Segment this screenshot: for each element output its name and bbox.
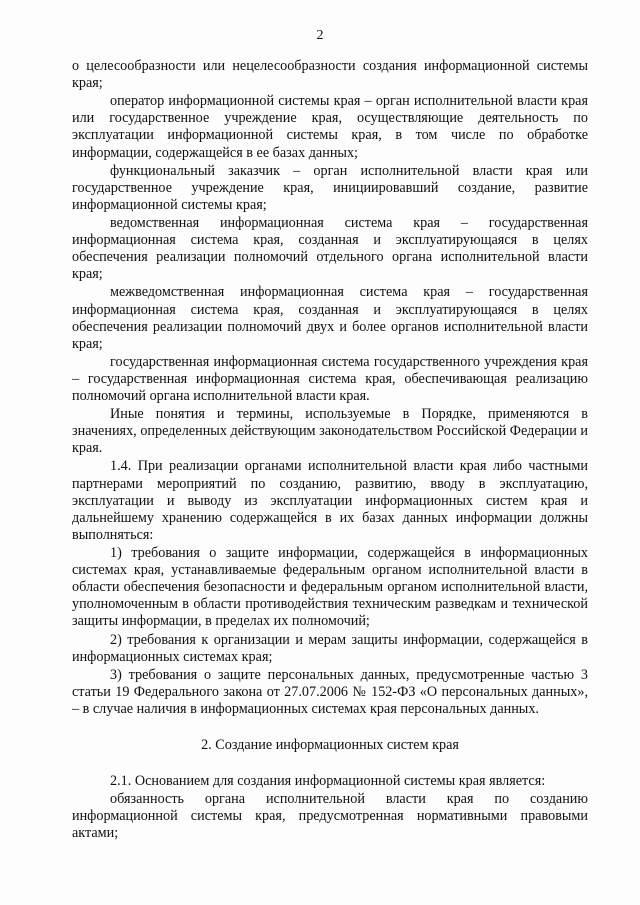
paragraph-definition-departmental-system: ведомственная информационная система края – государственная информационная система края, созданная и эксплуатирующаяся в целях обеспечения реализации полномочий отдельного органа исполнительной власти края; [72,214,588,283]
paragraph-other-terms: Иные понятия и термины, используемые в Порядке, применяются в значениях, определенных действующим законодательством Российской Федерации и края. [72,406,588,457]
page-number: 2 [316,28,324,43]
paragraph-basis-obligation: обязанность органа исполнительной власти края по созданию информационной системы края, предусмотренная нормативными правовыми актами; [72,791,588,842]
paragraph-requirement-3: 3) требования о защите персональных данных, предусмотренные частью 3 статьи 19 Федерального закона от 27.07.2006 № 152-ФЗ «О персональных данных», – в случае наличия в информационных системах края персональных данных. [72,666,588,717]
section-heading: 2. Создание информационных систем края [201,737,459,754]
paragraph-requirement-1: 1) требования о защите информации, содержащейся в информационных системах края, устанавливаемые федеральным органом исполнительной власти в области обеспечения безопасности и федеральным органом исполнительной власти, уполномоченным в области противодействия техническим разведкам и технической защиты информации, в пределах их полномочий; [72,545,588,630]
paragraph-clause-1-4: 1.4. При реализации органами исполнительной власти края либо частными партнерами мероприятий по созданию, развитию, вводу в эксплуатацию, эксплуатации и выводу из эксплуатации информационных систем края и дальнейшему хранению содержащейся в их базах данных информации должны выполняться: [72,458,588,543]
paragraph-definition-interdepartmental-system: межведомственная информационная система края – государственная информационная система края, созданная и эксплуатирующаяся в целях обеспечения реализации полномочий двух и более органов исполнительной власти края; [72,284,588,352]
paragraph-definition-institution-system: государственная информационная система государственного учреждения края – государственная информационная система края, обеспечивающая реализацию полномочий органа исполнительной власти края. [72,353,588,405]
paragraph-requirement-2: 2) требования к организации и мерам защиты информации, содержащейся в информационных системах края; [72,631,588,665]
paragraph-clause-2-1: 2.1. Основанием для создания информационной системы края является: [110,773,546,790]
paragraph-definition-functional-customer: функциональный заказчик – орган исполнительной власти края или государственное учреждение края, инициировавший создание, развитие информационной системы края; [72,162,588,213]
paragraph-definition-operator: оператор информационной системы края – орган исполнительной власти края или государственное учреждение края, осуществляющие деятельность по эксплуатации информационной системы края, в том числе по обработке информации, содержащейся в ее базах данных; [72,93,588,161]
document-body [72,58,588,844]
paragraph-definition-continuation: о целесообразности или нецелесообразности создания информационной системы края; [72,58,588,92]
